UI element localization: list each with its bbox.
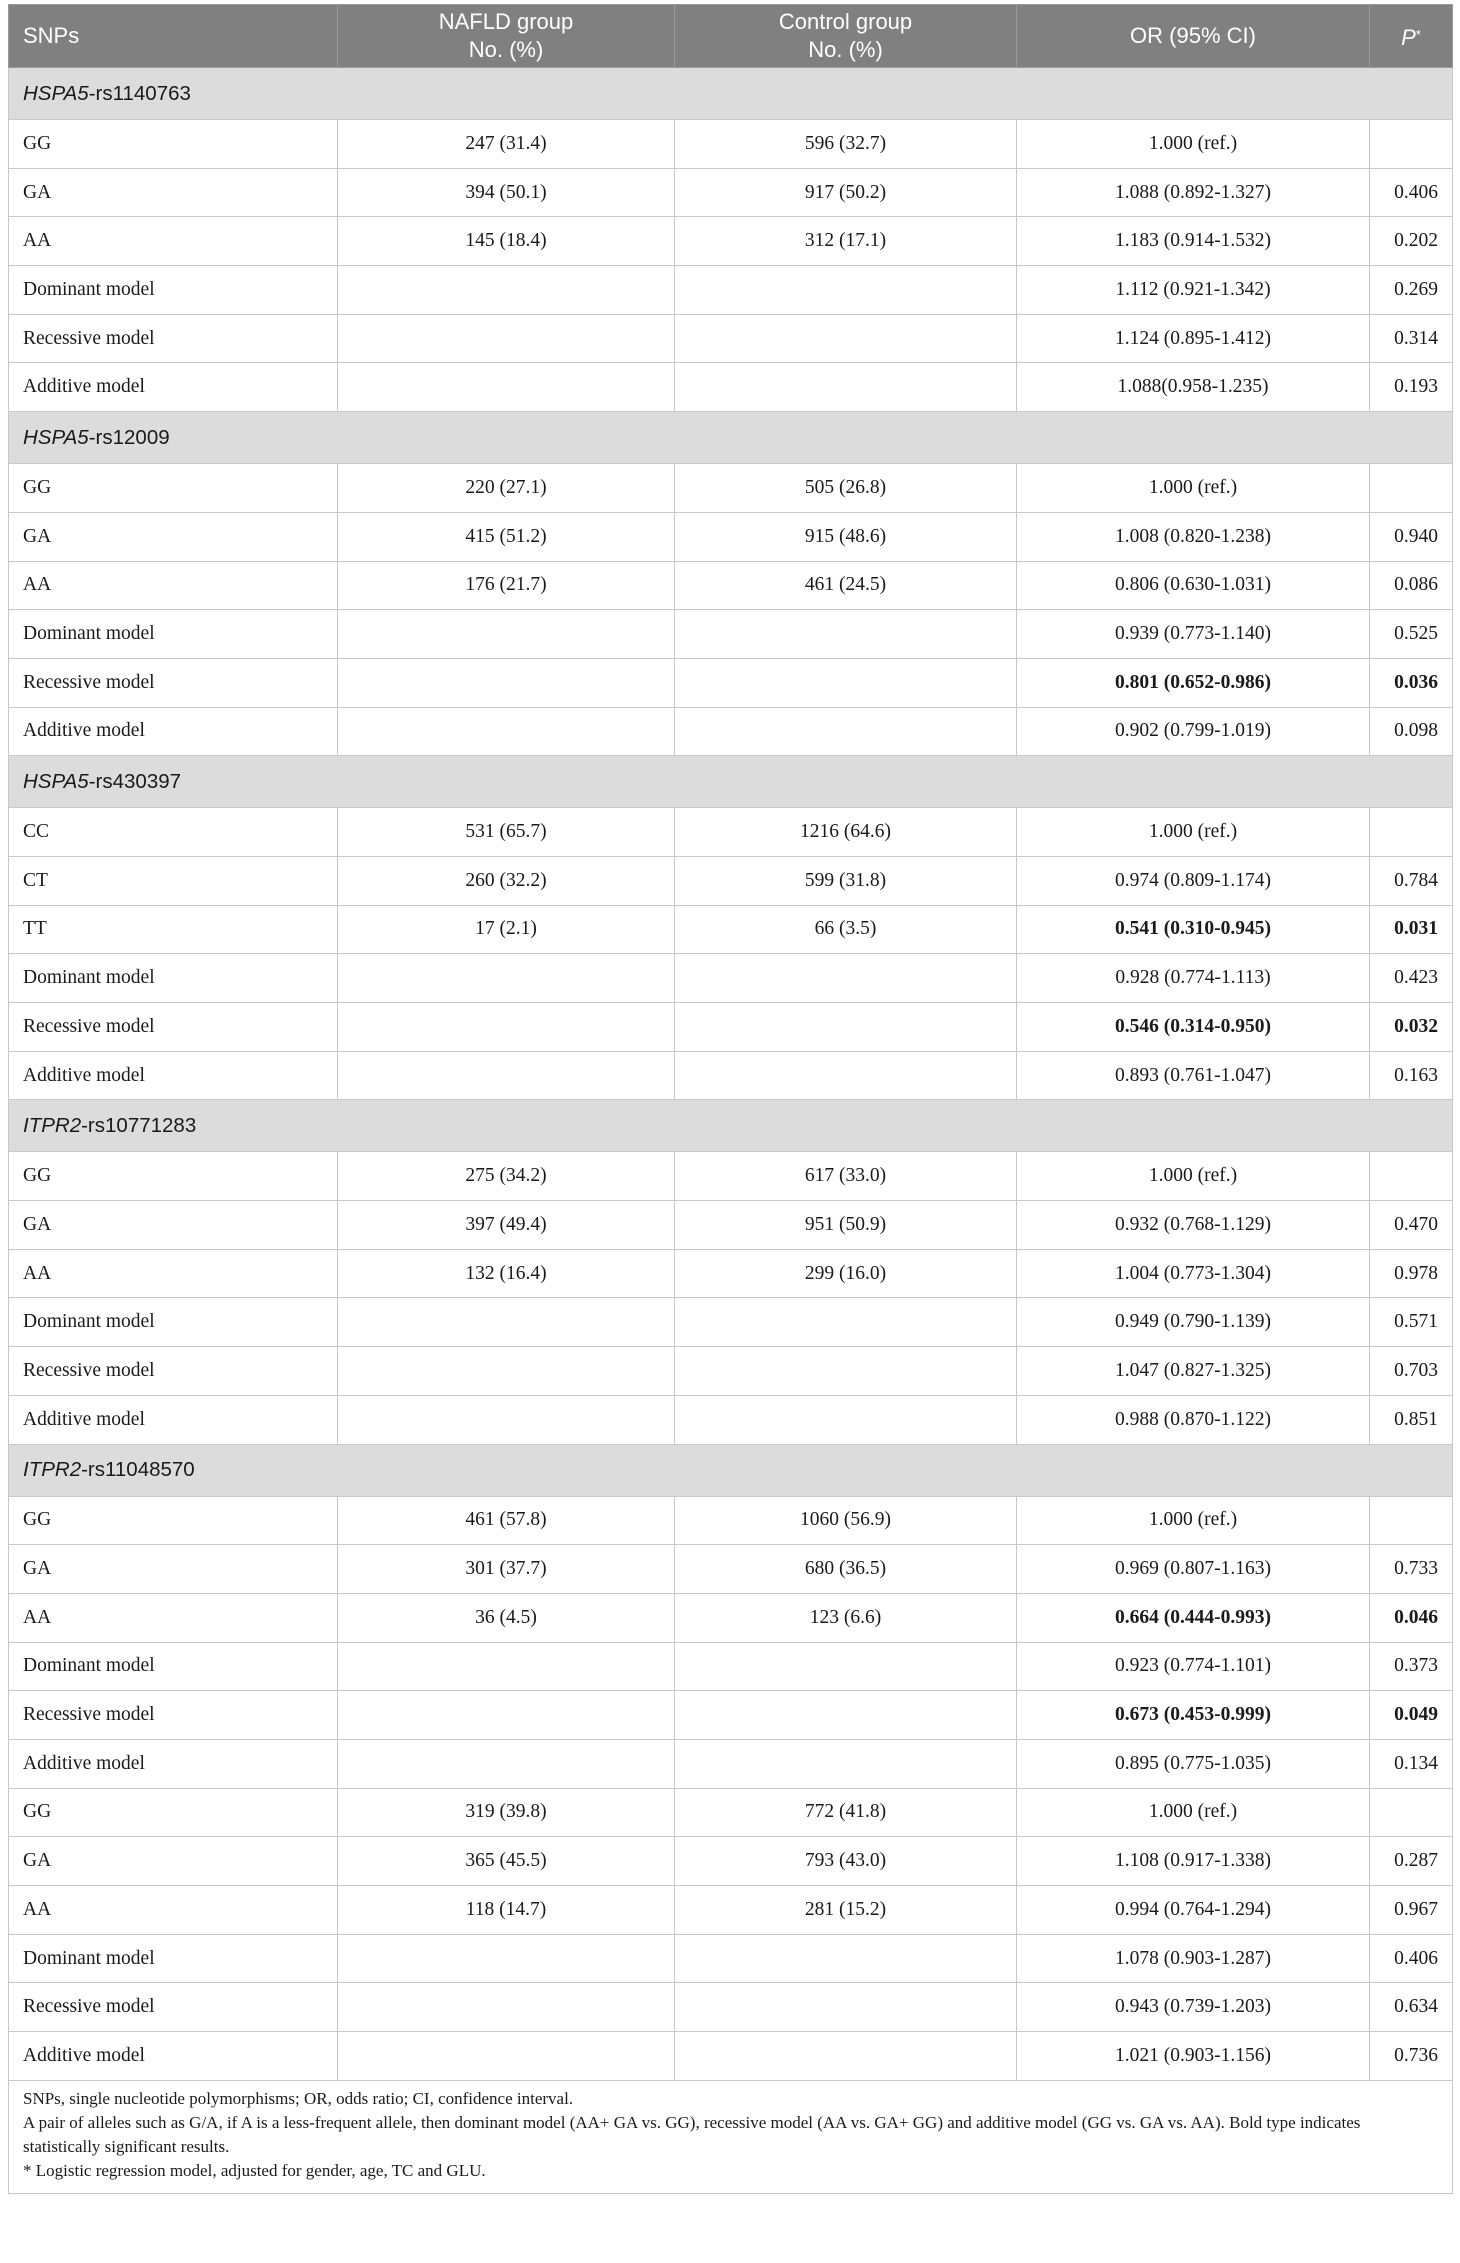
genotype-cell: Recessive model — [9, 314, 338, 363]
odds-ratio-cell: 0.928 (0.774-1.113) — [1017, 954, 1370, 1003]
odds-ratio-cell: 1.000 (ref.) — [1017, 808, 1370, 857]
control-count-cell — [675, 1934, 1017, 1983]
table-row — [9, 610, 1453, 659]
p-value-cell: 0.134 — [1370, 1739, 1453, 1788]
control-count-cell — [675, 1051, 1017, 1100]
nafld-count-cell — [338, 610, 675, 659]
header-or-ci: OR (95% CI) — [1017, 5, 1370, 68]
p-value-cell — [1370, 120, 1453, 169]
genotype-cell: Additive model — [9, 1395, 338, 1444]
control-count-cell — [675, 1347, 1017, 1396]
genotype-cell: CT — [9, 856, 338, 905]
header-snps: SNPs — [9, 5, 338, 68]
gene-name: ITPR2 — [23, 1113, 82, 1137]
odds-ratio-cell: 0.932 (0.768-1.129) — [1017, 1201, 1370, 1250]
p-value-cell: 0.703 — [1370, 1347, 1453, 1396]
snp-group-label — [9, 1100, 1453, 1152]
odds-ratio-cell: 0.994 (0.764-1.294) — [1017, 1886, 1370, 1935]
nafld-count-cell: 415 (51.2) — [338, 512, 675, 561]
nafld-count-cell: 394 (50.1) — [338, 168, 675, 217]
p-value-cell: 0.406 — [1370, 1934, 1453, 1983]
genotype-cell: Recessive model — [9, 1003, 338, 1052]
snp-group-row — [9, 1100, 1453, 1152]
control-count-cell — [675, 707, 1017, 756]
odds-ratio-cell: 1.088 (0.892-1.327) — [1017, 168, 1370, 217]
control-count-cell: 123 (6.6) — [675, 1593, 1017, 1642]
table-header-row — [9, 5, 1453, 68]
p-value-cell: 0.423 — [1370, 954, 1453, 1003]
table-row — [9, 1642, 1453, 1691]
table-row — [9, 1003, 1453, 1052]
odds-ratio-cell: 1.008 (0.820-1.238) — [1017, 512, 1370, 561]
control-count-cell — [675, 1691, 1017, 1740]
odds-ratio-cell: 1.000 (ref.) — [1017, 1788, 1370, 1837]
snp-group-label — [9, 68, 1453, 120]
nafld-count-cell — [338, 1691, 675, 1740]
nafld-count-cell — [338, 1395, 675, 1444]
nafld-count-cell — [338, 363, 675, 412]
odds-ratio-cell: 1.000 (ref.) — [1017, 1152, 1370, 1201]
genotype-cell: GA — [9, 1545, 338, 1594]
nafld-count-cell — [338, 1983, 675, 2032]
odds-ratio-cell: 0.801 (0.652-0.986) — [1017, 658, 1370, 707]
genotype-cell: AA — [9, 1886, 338, 1935]
control-count-cell: 617 (33.0) — [675, 1152, 1017, 1201]
genotype-cell: GA — [9, 168, 338, 217]
table-row — [9, 1249, 1453, 1298]
snp-id: -rs12009 — [88, 425, 170, 449]
table-row — [9, 1545, 1453, 1594]
nafld-count-cell: 365 (45.5) — [338, 1837, 675, 1886]
odds-ratio-cell: 0.895 (0.775-1.035) — [1017, 1739, 1370, 1788]
odds-ratio-cell: 1.021 (0.903-1.156) — [1017, 2032, 1370, 2081]
p-value-cell: 0.406 — [1370, 168, 1453, 217]
header-control-line2: No. (%) — [808, 37, 883, 62]
control-count-cell: 299 (16.0) — [675, 1249, 1017, 1298]
table-row — [9, 1347, 1453, 1396]
table-row — [9, 363, 1453, 412]
snp-group-row — [9, 1444, 1453, 1496]
table-row — [9, 1837, 1453, 1886]
genotype-cell: AA — [9, 217, 338, 266]
control-count-cell: 1060 (56.9) — [675, 1496, 1017, 1545]
control-count-cell — [675, 1739, 1017, 1788]
p-value-cell: 0.098 — [1370, 707, 1453, 756]
control-count-cell: 917 (50.2) — [675, 168, 1017, 217]
genotype-cell: Additive model — [9, 1051, 338, 1100]
table-row — [9, 1593, 1453, 1642]
snp-group-label — [9, 1444, 1453, 1496]
p-value-cell: 0.733 — [1370, 1545, 1453, 1594]
table-row — [9, 1691, 1453, 1740]
header-p-label: P — [1401, 24, 1416, 50]
nafld-count-cell — [338, 1347, 675, 1396]
control-count-cell — [675, 314, 1017, 363]
footnote-logistic: * Logistic regression model, adjusted for gender, age, TC and GLU. — [23, 2160, 486, 2180]
odds-ratio-cell: 1.047 (0.827-1.325) — [1017, 1347, 1370, 1396]
odds-ratio-cell: 1.000 (ref.) — [1017, 1496, 1370, 1545]
control-count-cell: 312 (17.1) — [675, 217, 1017, 266]
odds-ratio-cell: 0.949 (0.790-1.139) — [1017, 1298, 1370, 1347]
genotype-cell: GG — [9, 464, 338, 513]
nafld-count-cell — [338, 1003, 675, 1052]
nafld-count-cell — [338, 954, 675, 1003]
table-row — [9, 954, 1453, 1003]
p-value-cell: 0.736 — [1370, 2032, 1453, 2081]
control-count-cell — [675, 1298, 1017, 1347]
control-count-cell — [675, 610, 1017, 659]
p-value-cell: 0.571 — [1370, 1298, 1453, 1347]
genotype-cell: GG — [9, 1788, 338, 1837]
control-count-cell: 951 (50.9) — [675, 1201, 1017, 1250]
genotype-cell: Recessive model — [9, 1691, 338, 1740]
genotype-cell: CC — [9, 808, 338, 857]
nafld-count-cell: 397 (49.4) — [338, 1201, 675, 1250]
table-row — [9, 1051, 1453, 1100]
header-nafld-line1: NAFLD group — [438, 9, 574, 34]
p-value-cell: 0.049 — [1370, 1691, 1453, 1740]
table-body — [9, 68, 1453, 2081]
table-row — [9, 1886, 1453, 1935]
snp-group-row — [9, 412, 1453, 464]
nafld-count-cell — [338, 1642, 675, 1691]
nafld-count-cell — [338, 1298, 675, 1347]
gene-name: HSPA5 — [23, 425, 89, 449]
odds-ratio-cell: 0.664 (0.444-0.993) — [1017, 1593, 1370, 1642]
odds-ratio-cell: 0.546 (0.314-0.950) — [1017, 1003, 1370, 1052]
p-value-cell: 0.163 — [1370, 1051, 1453, 1100]
table-row — [9, 1395, 1453, 1444]
nafld-count-cell — [338, 1051, 675, 1100]
nafld-count-cell: 132 (16.4) — [338, 1249, 675, 1298]
odds-ratio-cell: 1.112 (0.921-1.342) — [1017, 266, 1370, 315]
snp-group-row — [9, 68, 1453, 120]
control-count-cell: 680 (36.5) — [675, 1545, 1017, 1594]
nafld-count-cell: 461 (57.8) — [338, 1496, 675, 1545]
odds-ratio-cell: 1.183 (0.914-1.532) — [1017, 217, 1370, 266]
nafld-count-cell: 301 (37.7) — [338, 1545, 675, 1594]
table-row — [9, 1152, 1453, 1201]
odds-ratio-cell: 0.923 (0.774-1.101) — [1017, 1642, 1370, 1691]
odds-ratio-cell: 0.943 (0.739-1.203) — [1017, 1983, 1370, 2032]
control-count-cell: 772 (41.8) — [675, 1788, 1017, 1837]
nafld-count-cell — [338, 658, 675, 707]
nafld-count-cell — [338, 707, 675, 756]
control-count-cell: 505 (26.8) — [675, 464, 1017, 513]
odds-ratio-cell: 0.541 (0.310-0.945) — [1017, 905, 1370, 954]
p-value-cell: 0.784 — [1370, 856, 1453, 905]
table-row — [9, 1201, 1453, 1250]
genotype-cell: Dominant model — [9, 610, 338, 659]
table-row — [9, 1934, 1453, 1983]
odds-ratio-cell: 0.969 (0.807-1.163) — [1017, 1545, 1370, 1594]
genotype-cell: GG — [9, 1152, 338, 1201]
control-count-cell: 1216 (64.6) — [675, 808, 1017, 857]
table-row — [9, 1788, 1453, 1837]
snp-group-label — [9, 756, 1453, 808]
nafld-count-cell: 36 (4.5) — [338, 1593, 675, 1642]
p-value-cell — [1370, 1788, 1453, 1837]
genotype-cell: Dominant model — [9, 954, 338, 1003]
p-value-cell: 0.634 — [1370, 1983, 1453, 2032]
control-count-cell — [675, 1983, 1017, 2032]
footnote-abbreviations: SNPs, single nucleotide polymorphisms; OR, odds ratio; CI, confidence interval. — [23, 2088, 574, 2108]
genotype-cell: AA — [9, 1249, 338, 1298]
genotype-cell: Dominant model — [9, 266, 338, 315]
genotype-cell: GG — [9, 120, 338, 169]
snp-id: -rs1140763 — [88, 81, 191, 105]
control-count-cell — [675, 363, 1017, 412]
control-count-cell — [675, 1003, 1017, 1052]
odds-ratio-cell: 0.988 (0.870-1.122) — [1017, 1395, 1370, 1444]
control-count-cell: 596 (32.7) — [675, 120, 1017, 169]
odds-ratio-cell: 1.088(0.958-1.235) — [1017, 363, 1370, 412]
genotype-cell: Additive model — [9, 2032, 338, 2081]
snp-id: -rs11048570 — [81, 1458, 195, 1481]
table-container — [8, 4, 1452, 2194]
table-row — [9, 808, 1453, 857]
gene-name: HSPA5 — [23, 769, 89, 793]
p-value-cell: 0.032 — [1370, 1003, 1453, 1052]
odds-ratio-cell: 1.000 (ref.) — [1017, 120, 1370, 169]
table-row — [9, 217, 1453, 266]
p-value-cell: 0.851 — [1370, 1395, 1453, 1444]
control-count-cell: 915 (48.6) — [675, 512, 1017, 561]
genotype-cell: Additive model — [9, 363, 338, 412]
nafld-count-cell: 176 (21.7) — [338, 561, 675, 610]
control-count-cell — [675, 954, 1017, 1003]
p-value-cell: 0.269 — [1370, 266, 1453, 315]
odds-ratio-cell: 1.108 (0.917-1.338) — [1017, 1837, 1370, 1886]
table-row — [9, 1496, 1453, 1545]
table-row — [9, 1739, 1453, 1788]
nafld-count-cell: 247 (31.4) — [338, 120, 675, 169]
nafld-count-cell: 17 (2.1) — [338, 905, 675, 954]
p-value-cell: 0.978 — [1370, 1249, 1453, 1298]
table-row — [9, 464, 1453, 513]
header-control-group — [675, 5, 1017, 68]
genotype-cell: GA — [9, 1837, 338, 1886]
genotype-cell: Recessive model — [9, 1347, 338, 1396]
odds-ratio-cell: 1.124 (0.895-1.412) — [1017, 314, 1370, 363]
control-count-cell: 599 (31.8) — [675, 856, 1017, 905]
nafld-count-cell: 319 (39.8) — [338, 1788, 675, 1837]
p-value-cell: 0.287 — [1370, 1837, 1453, 1886]
odds-ratio-cell: 0.673 (0.453-0.999) — [1017, 1691, 1370, 1740]
odds-ratio-cell: 1.078 (0.903-1.287) — [1017, 1934, 1370, 1983]
p-value-cell — [1370, 464, 1453, 513]
genotype-cell: GG — [9, 1496, 338, 1545]
table-row — [9, 707, 1453, 756]
p-value-cell: 0.202 — [1370, 217, 1453, 266]
control-count-cell: 281 (15.2) — [675, 1886, 1017, 1935]
p-value-cell: 0.373 — [1370, 1642, 1453, 1691]
control-count-cell: 793 (43.0) — [675, 1837, 1017, 1886]
footnote-models: A pair of alleles such as G/A, if A is a less-frequent allele, then dominant model (AA+ GA vs. GG), recessive model (AA vs. GA+ GG) and additive model (GG vs. GA vs. AA). Bold type indicates statistically significant results. — [23, 2112, 1361, 2156]
table-row — [9, 168, 1453, 217]
header-control-line1: Control group — [778, 9, 913, 34]
odds-ratio-cell: 1.004 (0.773-1.304) — [1017, 1249, 1370, 1298]
table-row — [9, 658, 1453, 707]
control-count-cell — [675, 2032, 1017, 2081]
p-value-cell: 0.036 — [1370, 658, 1453, 707]
table-row — [9, 856, 1453, 905]
odds-ratio-cell: 0.806 (0.630-1.031) — [1017, 561, 1370, 610]
odds-ratio-cell: 0.893 (0.761-1.047) — [1017, 1051, 1370, 1100]
table-row — [9, 2032, 1453, 2081]
p-value-cell — [1370, 808, 1453, 857]
genotype-cell: TT — [9, 905, 338, 954]
nafld-count-cell — [338, 1934, 675, 1983]
genotype-cell: AA — [9, 561, 338, 610]
odds-ratio-cell: 0.902 (0.799-1.019) — [1017, 707, 1370, 756]
snp-group-row — [9, 756, 1453, 808]
nafld-count-cell: 118 (14.7) — [338, 1886, 675, 1935]
nafld-count-cell: 531 (65.7) — [338, 808, 675, 857]
control-count-cell: 461 (24.5) — [675, 561, 1017, 610]
p-value-cell: 0.031 — [1370, 905, 1453, 954]
nafld-count-cell: 260 (32.2) — [338, 856, 675, 905]
table-row — [9, 512, 1453, 561]
genotype-cell: Dominant model — [9, 1934, 338, 1983]
genotype-cell: GA — [9, 1201, 338, 1250]
nafld-count-cell — [338, 2032, 675, 2081]
header-p-mark: * — [1415, 26, 1421, 42]
nafld-count-cell: 220 (27.1) — [338, 464, 675, 513]
genotype-cell: Dominant model — [9, 1298, 338, 1347]
p-value-cell: 0.525 — [1370, 610, 1453, 659]
control-count-cell — [675, 658, 1017, 707]
snp-id: -rs10771283 — [81, 1113, 197, 1137]
table-row — [9, 561, 1453, 610]
p-value-cell: 0.193 — [1370, 363, 1453, 412]
footnotes — [9, 2080, 1453, 2193]
table-row — [9, 120, 1453, 169]
control-count-cell: 66 (3.5) — [675, 905, 1017, 954]
snp-group-label — [9, 412, 1453, 464]
odds-ratio-cell: 0.974 (0.809-1.174) — [1017, 856, 1370, 905]
gene-name: HSPA5 — [23, 81, 89, 105]
snp-association-table — [8, 4, 1453, 2194]
odds-ratio-cell: 1.000 (ref.) — [1017, 464, 1370, 513]
odds-ratio-cell: 0.939 (0.773-1.140) — [1017, 610, 1370, 659]
genotype-cell: GA — [9, 512, 338, 561]
snp-id: -rs430397 — [88, 769, 182, 793]
nafld-count-cell — [338, 314, 675, 363]
nafld-count-cell: 145 (18.4) — [338, 217, 675, 266]
control-count-cell — [675, 1642, 1017, 1691]
p-value-cell: 0.046 — [1370, 1593, 1453, 1642]
header-nafld-group — [338, 5, 675, 68]
genotype-cell: Additive model — [9, 1739, 338, 1788]
genotype-cell: Recessive model — [9, 658, 338, 707]
header-p-value — [1370, 5, 1453, 68]
nafld-count-cell: 275 (34.2) — [338, 1152, 675, 1201]
table-row — [9, 266, 1453, 315]
table-row — [9, 905, 1453, 954]
p-value-cell — [1370, 1152, 1453, 1201]
gene-name: ITPR2 — [23, 1458, 82, 1481]
header-nafld-line2: No. (%) — [468, 37, 544, 62]
genotype-cell: Recessive model — [9, 1983, 338, 2032]
genotype-cell: Dominant model — [9, 1642, 338, 1691]
p-value-cell — [1370, 1496, 1453, 1545]
table-row — [9, 1983, 1453, 2032]
table-row — [9, 1298, 1453, 1347]
nafld-count-cell — [338, 1739, 675, 1788]
p-value-cell: 0.967 — [1370, 1886, 1453, 1935]
genotype-cell: AA — [9, 1593, 338, 1642]
control-count-cell — [675, 1395, 1017, 1444]
p-value-cell: 0.086 — [1370, 561, 1453, 610]
genotype-cell: Additive model — [9, 707, 338, 756]
p-value-cell: 0.940 — [1370, 512, 1453, 561]
p-value-cell: 0.314 — [1370, 314, 1453, 363]
table-row — [9, 314, 1453, 363]
control-count-cell — [675, 266, 1017, 315]
nafld-count-cell — [338, 266, 675, 315]
footnote-row — [9, 2080, 1453, 2193]
p-value-cell: 0.470 — [1370, 1201, 1453, 1250]
